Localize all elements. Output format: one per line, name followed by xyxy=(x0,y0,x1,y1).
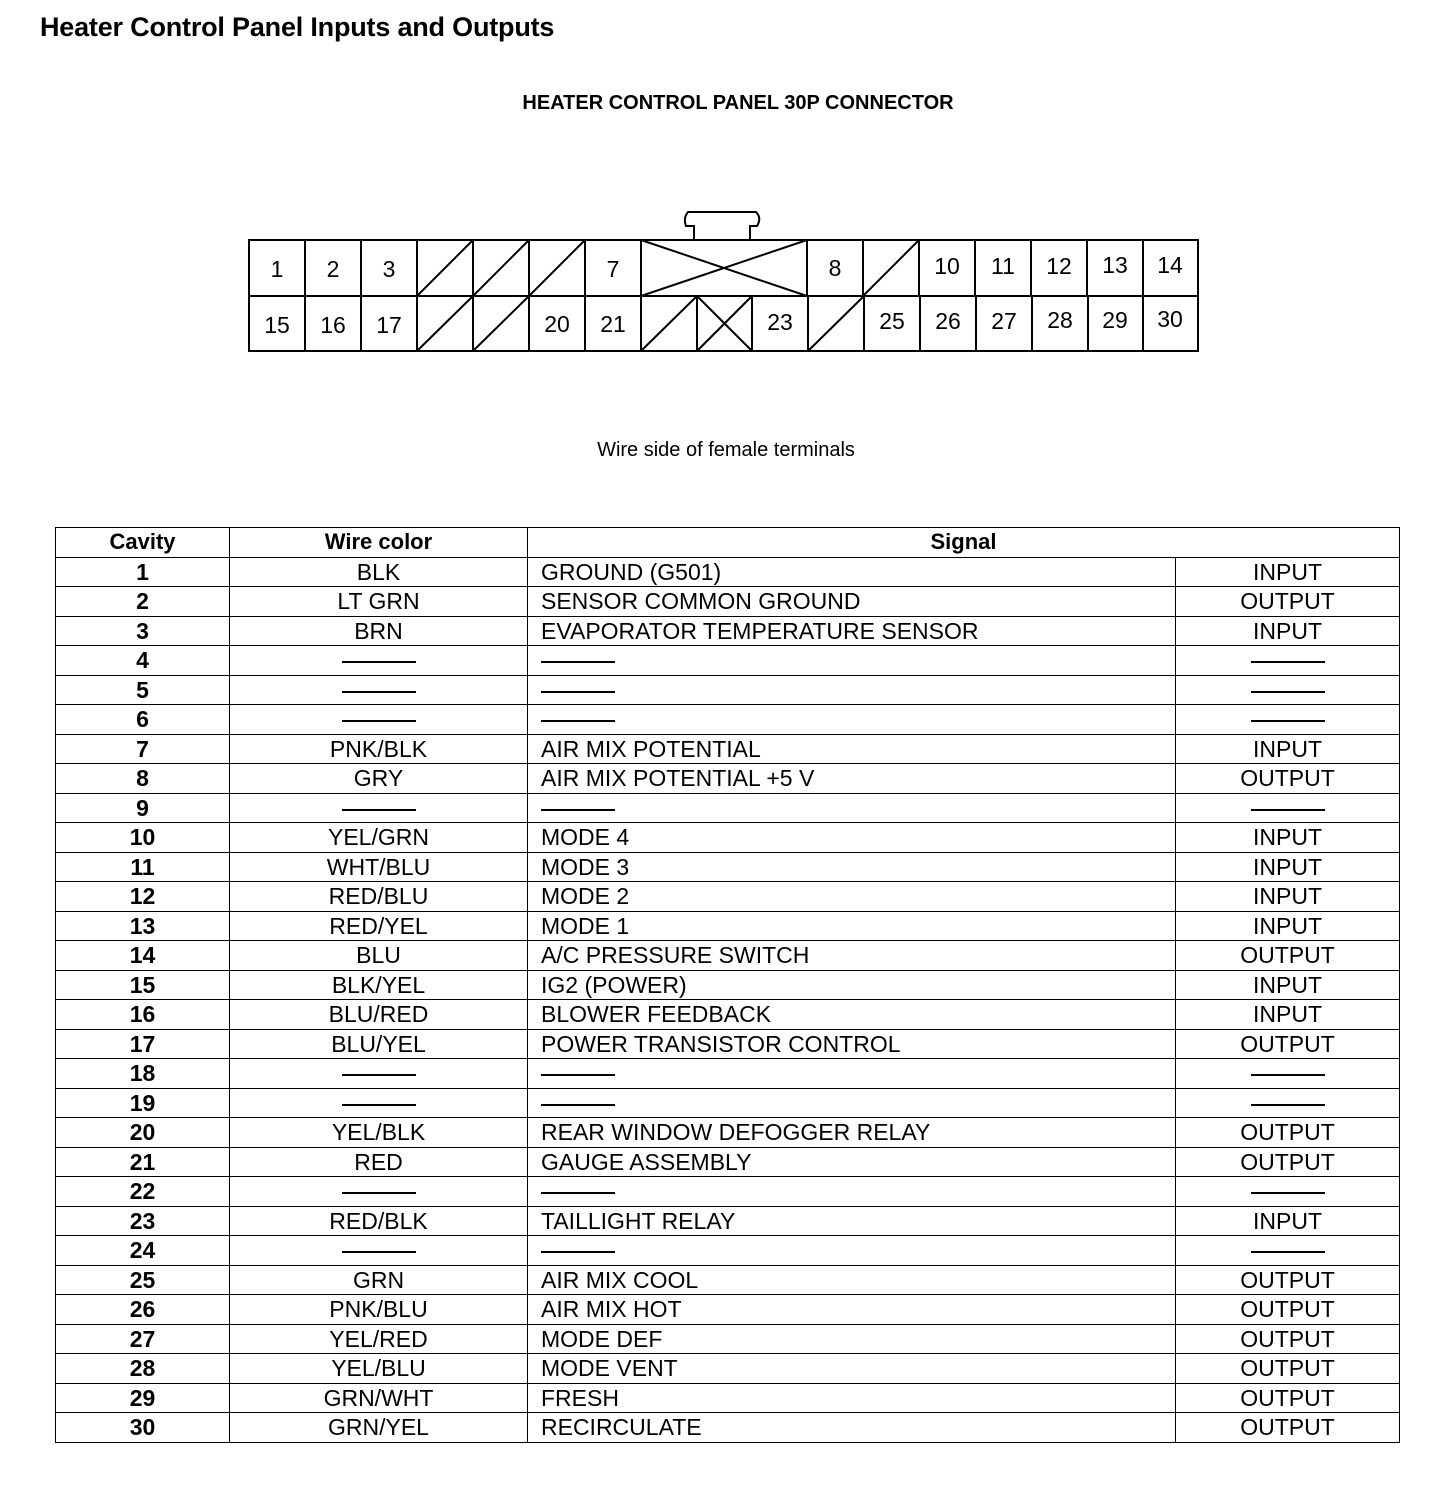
cavity-cell: 25 xyxy=(56,1265,230,1295)
unused-dash xyxy=(541,661,615,663)
table-row xyxy=(56,1413,1400,1443)
cavity-cell: 7 xyxy=(56,734,230,764)
wire-color-cell: RED/YEL xyxy=(230,911,528,941)
wire-color-cell: YEL/BLU xyxy=(230,1354,528,1384)
signal-cell: MODE 4 xyxy=(528,823,1176,853)
table-row xyxy=(56,1088,1400,1118)
pin-label: 3 xyxy=(382,256,396,282)
pin-label: 8 xyxy=(828,255,842,281)
direction-cell xyxy=(1176,646,1400,676)
table-row xyxy=(56,1177,1400,1207)
signal-cell xyxy=(528,675,1176,705)
unused-dash xyxy=(1251,1251,1325,1253)
direction-cell: OUTPUT xyxy=(1176,764,1400,794)
cavity-cell: 3 xyxy=(56,616,230,646)
signal-cell: TAILLIGHT RELAY xyxy=(528,1206,1176,1236)
cavity-cell: 1 xyxy=(56,557,230,587)
direction-cell: OUTPUT xyxy=(1176,1147,1400,1177)
direction-cell: INPUT xyxy=(1176,1000,1400,1030)
wire-color-cell: WHT/BLU xyxy=(230,852,528,882)
cavity-cell: 27 xyxy=(56,1324,230,1354)
unused-dash xyxy=(541,1251,615,1253)
table-row xyxy=(56,1029,1400,1059)
direction-cell: OUTPUT xyxy=(1176,587,1400,617)
unused-dash xyxy=(541,1192,615,1194)
wire-color-cell: PNK/BLK xyxy=(230,734,528,764)
table-row xyxy=(56,734,1400,764)
table-row xyxy=(56,911,1400,941)
signal-cell: AIR MIX POTENTIAL +5 V xyxy=(528,764,1176,794)
cavity-cell: 19 xyxy=(56,1088,230,1118)
unused-dash xyxy=(342,809,416,811)
wire-color-cell: GRY xyxy=(230,764,528,794)
direction-cell: OUTPUT xyxy=(1176,1413,1400,1443)
pin-label: 2 xyxy=(326,256,340,282)
wire-color-cell: LT GRN xyxy=(230,587,528,617)
direction-cell xyxy=(1176,675,1400,705)
wire-color-cell xyxy=(230,1177,528,1207)
table-row xyxy=(56,1236,1400,1266)
cavity-cell: 20 xyxy=(56,1118,230,1148)
signal-cell xyxy=(528,1177,1176,1207)
pin-label: 13 xyxy=(1102,252,1128,278)
header-cavity: Cavity xyxy=(56,528,230,558)
pin-label: 29 xyxy=(1102,307,1128,333)
cavity-cell: 18 xyxy=(56,1059,230,1089)
wire-color-cell: BLU/YEL xyxy=(230,1029,528,1059)
pin-label: 17 xyxy=(376,312,402,338)
unused-dash xyxy=(1251,1104,1325,1106)
table-row xyxy=(56,823,1400,853)
wire-color-cell xyxy=(230,1088,528,1118)
connector-caption: Wire side of female terminals xyxy=(597,439,855,461)
cavity-cell: 8 xyxy=(56,764,230,794)
signal-cell: MODE 3 xyxy=(528,852,1176,882)
table-row xyxy=(56,970,1400,1000)
unused-dash xyxy=(1251,1074,1325,1076)
pin-label: 30 xyxy=(1157,306,1183,332)
wire-color-cell xyxy=(230,646,528,676)
unused-dash xyxy=(1251,661,1325,663)
cavity-cell: 17 xyxy=(56,1029,230,1059)
wire-color-cell: YEL/RED xyxy=(230,1324,528,1354)
signal-cell: AIR MIX POTENTIAL xyxy=(528,734,1176,764)
direction-cell: OUTPUT xyxy=(1176,1118,1400,1148)
signal-cell: FRESH xyxy=(528,1383,1176,1413)
table-row xyxy=(56,1059,1400,1089)
pin-label: 14 xyxy=(1157,252,1183,278)
table-row xyxy=(56,852,1400,882)
unused-dash xyxy=(541,720,615,722)
signal-cell: EVAPORATOR TEMPERATURE SENSOR xyxy=(528,616,1176,646)
cavity-cell: 30 xyxy=(56,1413,230,1443)
header-signal: Signal xyxy=(528,528,1400,558)
signal-cell: BLOWER FEEDBACK xyxy=(528,1000,1176,1030)
pin-label: 16 xyxy=(320,312,346,338)
cavity-cell: 21 xyxy=(56,1147,230,1177)
pin-label: 11 xyxy=(991,253,1015,279)
signal-cell xyxy=(528,705,1176,735)
direction-cell: OUTPUT xyxy=(1176,1265,1400,1295)
direction-cell xyxy=(1176,793,1400,823)
signal-cell: MODE DEF xyxy=(528,1324,1176,1354)
signal-cell: MODE 2 xyxy=(528,882,1176,912)
signal-cell: AIR MIX HOT xyxy=(528,1295,1176,1325)
cavity-cell: 11 xyxy=(56,852,230,882)
direction-cell: OUTPUT xyxy=(1176,1295,1400,1325)
wiring-table xyxy=(55,527,1400,1443)
wire-color-cell: GRN/WHT xyxy=(230,1383,528,1413)
direction-cell xyxy=(1176,705,1400,735)
page-title: Heater Control Panel Inputs and Outputs xyxy=(40,12,555,42)
direction-cell xyxy=(1176,1088,1400,1118)
pin-label: 1 xyxy=(270,256,284,282)
unused-dash xyxy=(342,1251,416,1253)
cavity-cell: 2 xyxy=(56,587,230,617)
cavity-cell: 10 xyxy=(56,823,230,853)
table-row xyxy=(56,882,1400,912)
pin-label: 28 xyxy=(1047,307,1073,333)
pin-label: 7 xyxy=(606,256,620,282)
direction-cell: OUTPUT xyxy=(1176,1383,1400,1413)
wire-color-cell xyxy=(230,705,528,735)
wire-color-cell: BLK/YEL xyxy=(230,970,528,1000)
table-row xyxy=(56,646,1400,676)
table-row xyxy=(56,1265,1400,1295)
unused-dash xyxy=(541,809,615,811)
direction-cell: INPUT xyxy=(1176,557,1400,587)
table-row xyxy=(56,1324,1400,1354)
wire-color-cell xyxy=(230,793,528,823)
cavity-cell: 16 xyxy=(56,1000,230,1030)
signal-cell: AIR MIX COOL xyxy=(528,1265,1176,1295)
unused-dash xyxy=(342,661,416,663)
wire-color-cell: RED/BLK xyxy=(230,1206,528,1236)
table-row xyxy=(56,1295,1400,1325)
signal-cell xyxy=(528,793,1176,823)
pin-label: 26 xyxy=(935,308,961,334)
direction-cell xyxy=(1176,1059,1400,1089)
signal-cell: GAUGE ASSEMBLY xyxy=(528,1147,1176,1177)
connector-title: HEATER CONTROL PANEL 30P CONNECTOR xyxy=(522,92,954,114)
wire-color-cell: BRN xyxy=(230,616,528,646)
pin-label: 21 xyxy=(600,311,626,337)
table-row xyxy=(56,1000,1400,1030)
signal-cell xyxy=(528,1236,1176,1266)
direction-cell: INPUT xyxy=(1176,852,1400,882)
direction-cell: OUTPUT xyxy=(1176,1324,1400,1354)
unused-dash xyxy=(1251,691,1325,693)
pin-label: 15 xyxy=(264,312,290,338)
table-row xyxy=(56,557,1400,587)
direction-cell: INPUT xyxy=(1176,823,1400,853)
direction-cell: INPUT xyxy=(1176,616,1400,646)
table-row xyxy=(56,1354,1400,1384)
unused-dash xyxy=(541,1074,615,1076)
unused-dash xyxy=(342,1104,416,1106)
unused-dash xyxy=(541,691,615,693)
signal-cell xyxy=(528,1059,1176,1089)
cavity-cell: 14 xyxy=(56,941,230,971)
table-row xyxy=(56,764,1400,794)
table-row xyxy=(56,793,1400,823)
direction-cell xyxy=(1176,1236,1400,1266)
pin-label: 25 xyxy=(879,308,905,334)
wire-color-cell xyxy=(230,1059,528,1089)
table-row xyxy=(56,705,1400,735)
wire-color-cell: GRN xyxy=(230,1265,528,1295)
cavity-cell: 22 xyxy=(56,1177,230,1207)
unused-dash xyxy=(342,1192,416,1194)
unused-dash xyxy=(1251,720,1325,722)
table-row xyxy=(56,941,1400,971)
cavity-cell: 26 xyxy=(56,1295,230,1325)
pin-label: 20 xyxy=(544,311,570,337)
wire-color-cell: BLU/RED xyxy=(230,1000,528,1030)
table-row xyxy=(56,675,1400,705)
direction-cell: INPUT xyxy=(1176,734,1400,764)
unused-dash xyxy=(342,1074,416,1076)
table-row xyxy=(56,616,1400,646)
signal-cell: REAR WINDOW DEFOGGER RELAY xyxy=(528,1118,1176,1148)
signal-cell: RECIRCULATE xyxy=(528,1413,1176,1443)
signal-cell xyxy=(528,646,1176,676)
table-row xyxy=(56,1383,1400,1413)
unused-dash xyxy=(541,1104,615,1106)
unused-dash xyxy=(1251,1192,1325,1194)
cavity-cell: 15 xyxy=(56,970,230,1000)
unused-dash xyxy=(1251,809,1325,811)
table-row xyxy=(56,1118,1400,1148)
connector-diagram xyxy=(0,0,1456,420)
signal-cell: POWER TRANSISTOR CONTROL xyxy=(528,1029,1176,1059)
cavity-cell: 4 xyxy=(56,646,230,676)
header-wire-color: Wire color xyxy=(230,528,528,558)
cavity-cell: 5 xyxy=(56,675,230,705)
connector-lock-tab xyxy=(685,212,759,240)
direction-cell: OUTPUT xyxy=(1176,941,1400,971)
wire-color-cell: YEL/GRN xyxy=(230,823,528,853)
wire-color-cell xyxy=(230,675,528,705)
cavity-cell: 9 xyxy=(56,793,230,823)
direction-cell: INPUT xyxy=(1176,1206,1400,1236)
table-row xyxy=(56,587,1400,617)
pin-label: 27 xyxy=(991,308,1017,334)
wire-color-cell: GRN/YEL xyxy=(230,1413,528,1443)
cavity-cell: 23 xyxy=(56,1206,230,1236)
cavity-cell: 12 xyxy=(56,882,230,912)
signal-cell: IG2 (POWER) xyxy=(528,970,1176,1000)
signal-cell: SENSOR COMMON GROUND xyxy=(528,587,1176,617)
wire-color-cell: PNK/BLU xyxy=(230,1295,528,1325)
wire-color-cell xyxy=(230,1236,528,1266)
unused-dash xyxy=(342,720,416,722)
pin-label: 12 xyxy=(1046,253,1072,279)
signal-cell xyxy=(528,1088,1176,1118)
direction-cell: INPUT xyxy=(1176,911,1400,941)
signal-cell: GROUND (G501) xyxy=(528,557,1176,587)
cavity-cell: 13 xyxy=(56,911,230,941)
table-row xyxy=(56,1147,1400,1177)
signal-cell: A/C PRESSURE SWITCH xyxy=(528,941,1176,971)
unused-dash xyxy=(342,691,416,693)
wire-color-cell: YEL/BLK xyxy=(230,1118,528,1148)
signal-cell: MODE VENT xyxy=(528,1354,1176,1384)
cavity-cell: 29 xyxy=(56,1383,230,1413)
cavity-cell: 24 xyxy=(56,1236,230,1266)
pin-label: 10 xyxy=(934,253,960,279)
wire-color-cell: RED/BLU xyxy=(230,882,528,912)
wire-color-cell: BLK xyxy=(230,557,528,587)
pin-label: 23 xyxy=(767,309,793,335)
wire-color-cell: RED xyxy=(230,1147,528,1177)
direction-cell: OUTPUT xyxy=(1176,1029,1400,1059)
signal-cell: MODE 1 xyxy=(528,911,1176,941)
table-row xyxy=(56,1206,1400,1236)
direction-cell: OUTPUT xyxy=(1176,1354,1400,1384)
direction-cell xyxy=(1176,1177,1400,1207)
direction-cell: INPUT xyxy=(1176,970,1400,1000)
wire-color-cell: BLU xyxy=(230,941,528,971)
direction-cell: INPUT xyxy=(1176,882,1400,912)
cavity-cell: 28 xyxy=(56,1354,230,1384)
cavity-cell: 6 xyxy=(56,705,230,735)
